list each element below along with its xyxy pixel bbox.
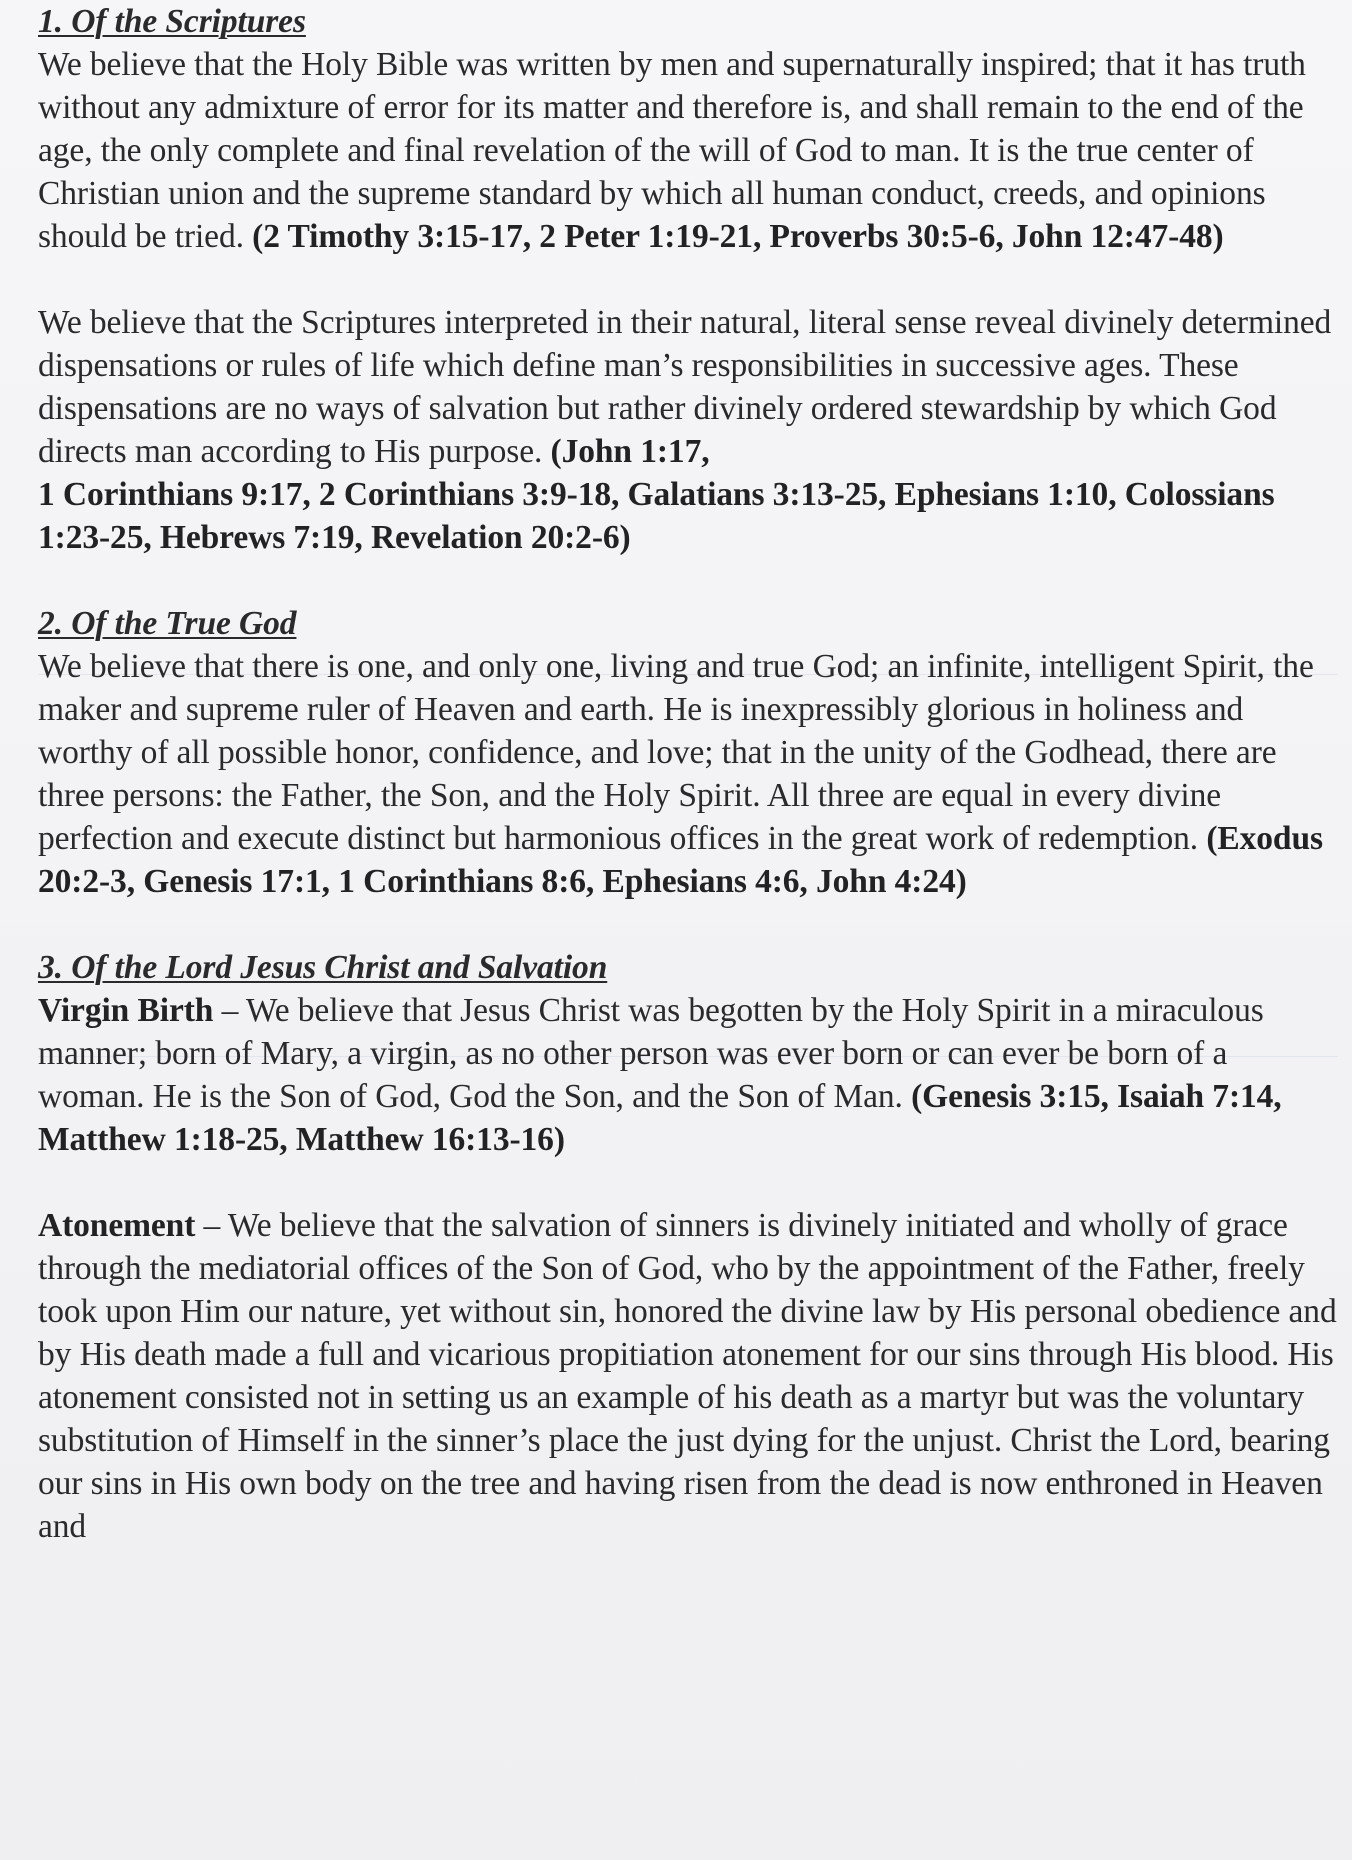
paragraph-lead: Atonement [38,1207,196,1244]
scripture-refs: 1 Corinthians 9:17, 2 Corinthians 3:9-18, Galatians 3:13-25, Ephesians 1:10, Colossians 1:23-25, Hebrews 7:19, Revelation 20:2-6) [38,476,1275,556]
paragraph-text: We believe that the Holy Bible was written by men and supernaturally inspired; that it has truth without any admixture of error for its matter and therefore is, and shall remain to the end of the age, the only complete and final revelation of the will of God to man. It is the true center of Christian union and the supreme standard by which all human conduct, creeds, and opinions should be tried. [38,46,1306,255]
paragraph [38,301,1338,559]
paragraph [38,43,1338,258]
scripture-refs: (Exodus 20:2-3, Genesis 17:1, 1 Corinthians 8:6, Ephesians 4:6, John 4:24) [38,820,1323,900]
section-heading: 2. Of the True God [38,605,297,642]
document-body [38,0,1338,1548]
paragraph [38,645,1338,903]
paragraph [38,989,1338,1161]
paragraph-text: We believe that there is one, and only one, living and true God; an infinite, intelligent Spirit, the maker and supreme ruler of Heaven and earth. He is inexpressibly glorious in holiness and worthy of all possible honor, confidence, and love; that in the unity of the Godhead, there are three persons: the Father, the Son, and the Holy Spirit. All three are equal in every divine perfection and execute distinct but harmonious offices in the great work of redemption. [38,648,1314,857]
paragraph [38,1204,1338,1548]
section-heading: 1. Of the Scriptures [38,3,306,40]
scripture-refs: (Genesis 3:15, Isaiah 7:14, Matthew 1:18-25, Matthew 16:13-16) [38,1078,1282,1158]
paragraph-text: – We believe that the salvation of sinners is divinely initiated and wholly of grace through the mediatorial offices of the Son of God, who by the appointment of the Father, freely took upon Him our nature, yet without sin, honored the divine law by His personal obedience and by His death made a full and vicarious propitiation atonement for our sins through His blood. His atonement consisted not in setting us an example of his death as a martyr but was the voluntary substitution of Himself in the sinner’s place the just dying for the unjust. Christ the Lord, bearing our sins in His own body on the tree and having risen from the dead is now enthroned in Heaven and [38,1207,1337,1545]
scripture-refs: (John 1:17, [550,433,710,470]
section-heading: 3. Of the Lord Jesus Christ and Salvation [38,949,608,986]
paragraph-text: We believe that the Scriptures interpreted in their natural, literal sense reveal divinely determined dispensations or rules of life which define man’s responsibilities in successive ages. These dispensations are no ways of salvation but rather divinely ordered stewardship by which God directs man according to His purpose. [38,304,1332,470]
scripture-refs: (2 Timothy 3:15-17, 2 Peter 1:19-21, Proverbs 30:5-6, John 12:47-48) [252,218,1224,255]
paragraph-text: – We believe that Jesus Christ was begotten by the Holy Spirit in a miraculous manner; born of Mary, a virgin, as no other person was ever born or can ever be born of a woman. He is the Son of God, God the Son, and the Son of Man. [38,992,1264,1115]
paragraph-lead: Virgin Birth [38,992,214,1029]
